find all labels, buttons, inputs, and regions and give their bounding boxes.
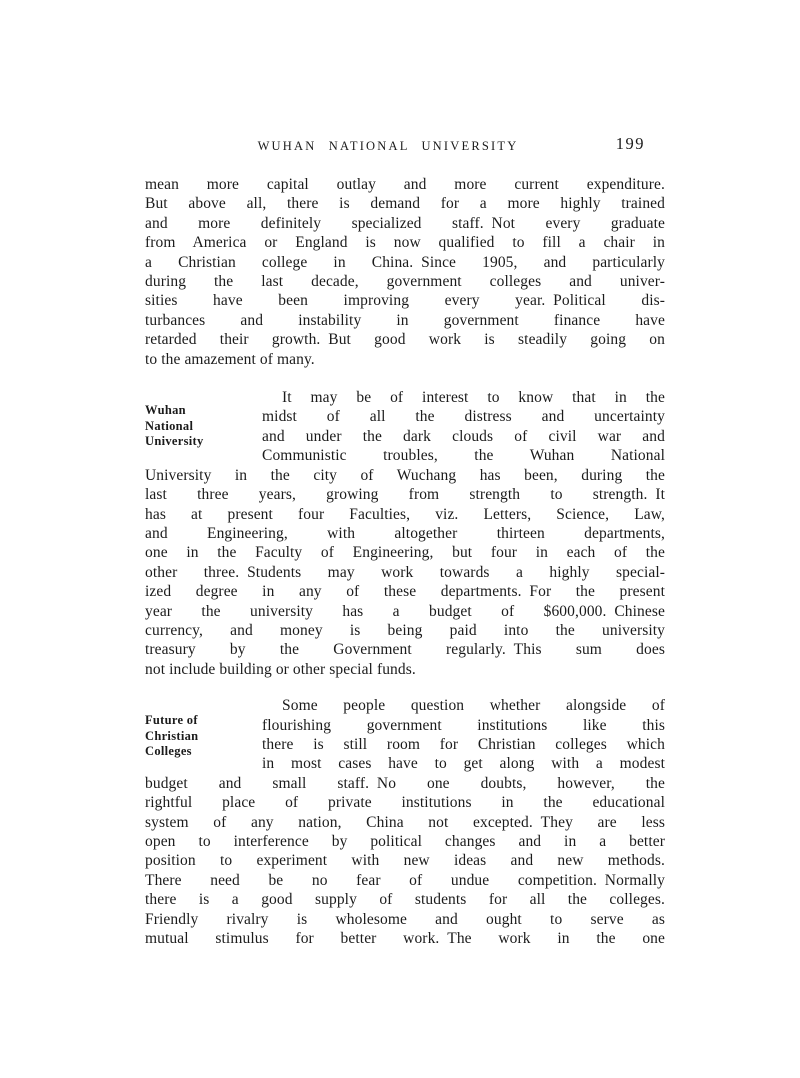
text-line: mean more capital outlay and more current expenditure. [145,176,665,193]
text-line: flourishing government institutions like this [262,716,665,734]
text-line: There need be no fear of undue competition. Normally [145,871,665,889]
paragraph-future-of-christian-colleges [145,696,665,948]
text-line: mutual stimulus for better work. The work in the one [145,930,665,948]
text-line: It may be of interest to know that in the [282,389,665,407]
text-line: there is still room for Christian colleges which [262,735,665,753]
sidenote-future-of-christian-colleges [145,713,257,760]
text-line: one in the Faculty of Engineering, but four in each of the [145,544,665,562]
text-line: treasury by the Government regularly. This sum does [145,641,665,659]
text-line: University in the city of Wuchang has been, during the [145,466,665,484]
text-line: last three years, growing from strength to strength. It [145,486,665,504]
text-line: has at present four Faculties, viz. Letters, Science, Law, [145,505,665,523]
text-line: in most cases have to get along with a modest [262,755,665,773]
text-line: and more definitely specialized staff. Not every graduate [145,214,665,232]
text-line: currency, and money is being paid into the university [145,621,665,639]
text-line: and Engineering, with altogether thirteen departments, [145,524,665,542]
text-line: Communistic troubles, the Wuhan National [262,447,665,465]
text-line: system of any nation, China not excepted. They are less [145,813,665,831]
running-header-title: WUHAN NATIONAL UNIVERSITY [257,139,519,153]
text-line: turbances and instability in government finance have [145,311,665,329]
sidenote-wuhan-national-university [145,403,257,450]
text-line: not include building or other special funds. [145,660,416,678]
text-line: position to experiment with new ideas and new methods. [145,852,665,870]
text-line: other three. Students may work towards a highly special- [145,563,665,581]
text-line: rightful place of private institutions in the educational [145,794,665,812]
running-header [145,134,665,154]
text-line: during the last decade, government colleges and univer- [145,273,665,291]
text-line: there is a good supply of students for all the colleges. [145,891,665,909]
text-line: Christian [145,728,199,743]
text-block [145,0,665,948]
page-number: 199 [615,134,645,153]
text-line: Some people question whether alongside of [282,697,665,715]
paragraph-wuhan-national-university [145,388,665,679]
text-line: a Christian college in China. Since 1905, and particularly [145,253,665,271]
text-line: budget and small staff. No one doubts, however, the [145,774,665,792]
paragraph-continuation [145,175,665,369]
text-line: National [145,418,194,433]
text-line: open to interference by political changes and in a better [145,833,665,850]
text-line: year the university has a budget of $600,000. Chinese [145,602,665,620]
text-line: retarded their growth. But good work is steadily going on [145,331,665,349]
text-line: Colleges [145,744,192,759]
text-line: ized degree in any of these departments. For the present [145,583,665,601]
text-line: from America or England is now qualified to fill a chair in [145,234,665,252]
text-line: and under the dark clouds of civil war and [262,427,665,445]
text-line: Future of [145,713,198,728]
text-line: Friendly rivalry is wholesome and ought to serve as [145,910,665,928]
text-line: Wuhan [145,403,186,418]
text-line: University [145,434,204,449]
text-line: midst of all the distress and uncertainty [262,408,665,426]
text-line: But above all, there is demand for a more highly trained [145,195,665,213]
text-line: sities have been improving every year. Political dis- [145,292,665,310]
text-line: to the amazement of many. [145,350,315,368]
